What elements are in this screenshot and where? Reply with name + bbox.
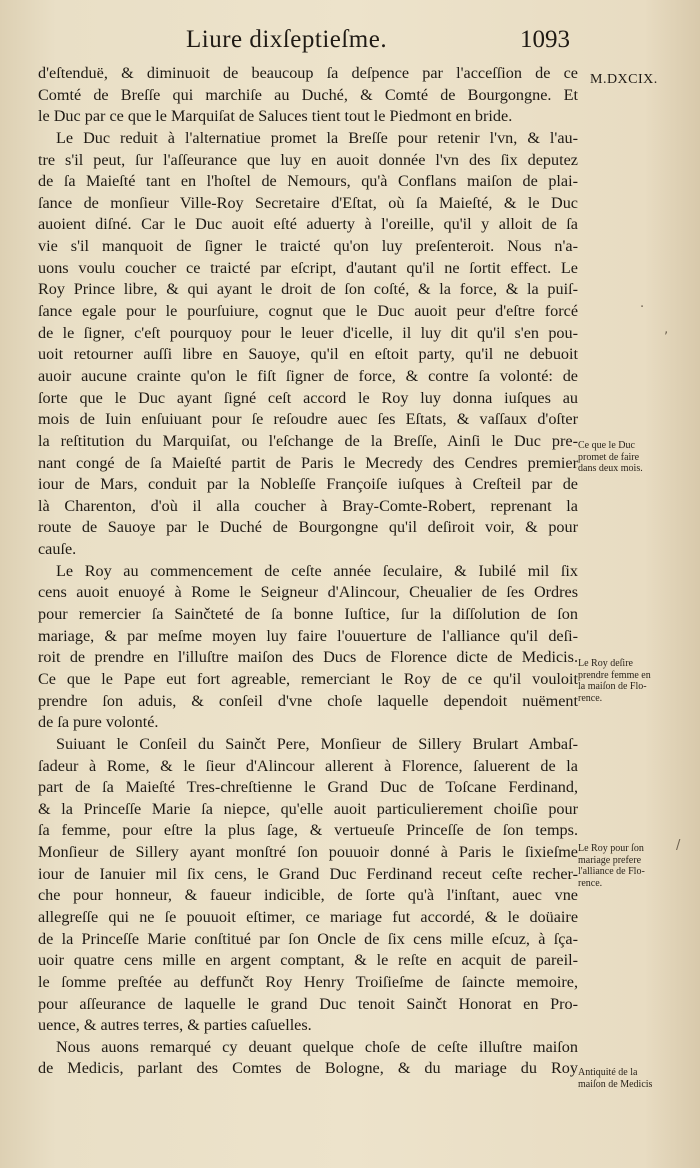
text-line: de la Princeſſe Marie conſtitué par ſon Oncle de ſix cens mille eſcuz, à ſça- bbox=[38, 929, 578, 948]
page-blemish: · bbox=[640, 300, 645, 315]
margin-note-line: maiſon de Medicis bbox=[578, 1078, 653, 1090]
running-title: Liure dixſeptieſme. bbox=[186, 26, 388, 53]
text-line: ſance egale pour le pourſuiure, cognut que le Duc auoit peur d'eſtre forcé bbox=[38, 302, 578, 321]
text-line: Monſieur de Sillery ayant monſtré ſon pouuoir donné à Paris le ſixieſme bbox=[38, 843, 578, 862]
text-line: de ſa Maieſté tant en l'hoſtel de Nemours, qu'à Conflans maiſon de plai- bbox=[38, 172, 578, 191]
year-marginal-note: M.DXCIX. bbox=[590, 72, 658, 87]
margin-note bbox=[578, 1067, 678, 1090]
text-line: d'eſtenduë, & diminuoit de beaucoup ſa deſpence par l'acceſſion de ce bbox=[38, 64, 578, 82]
text-line: iour de Mars, conduit par la Nobleſſe Françoiſe iuſques à Creſteil par de bbox=[38, 475, 578, 494]
margin-note bbox=[578, 440, 678, 475]
text-line: tre s'il peut, ſur l'aſſeurance que luy en auoit donnée l'vn des ſix deputez bbox=[38, 150, 578, 169]
text-line: pour remercier ſa Sainčteté de ſa bonne Iuſtice, ſur la diſſolution de ſon bbox=[38, 605, 578, 624]
page-number: 1093 bbox=[520, 26, 570, 53]
text-line: mariage, & par meſme moyen luy faire l'ouuerture de l'alliance qu'il deſi- bbox=[38, 626, 578, 645]
margin-note-line: mariage prefere bbox=[578, 854, 642, 866]
text-line: uons voulu coucher ce traicté par eſcript, d'autant qu'il ne ſortit effect. Le bbox=[38, 258, 578, 277]
text-line: & la Princeſſe Marie ſa niepce, qu'elle auoit particulierement choiſie pour bbox=[38, 799, 578, 818]
text-line: cauſe. bbox=[38, 540, 77, 559]
text-line: Suiuant le Conſeil du Sainčt Pere, Monſieur de Sillery Brulart Ambaſ- bbox=[56, 734, 578, 753]
text-line: Le Duc reduit à l'alternatiue promet la Breſſe pour retenir l'vn, & l'au- bbox=[56, 128, 578, 147]
text-line: prendre ſon aduis, & conſeil d'vne choſe laquelle dependoit nuëment bbox=[38, 691, 578, 710]
text-line: la reſtitution du Marquiſat, ou l'eſchange de la Breſſe, Ainſi le Duc pre- bbox=[38, 431, 578, 450]
text-line: ſa femme, pour eſtre la plus ſage, & vertueuſe Princeſſe de ſon temps. bbox=[38, 821, 578, 840]
page-blemish: / bbox=[676, 838, 681, 853]
margin-note-line: promet de faire bbox=[578, 451, 640, 463]
text-line: cens auoit enuoyé à Rome le Seigneur d'Alincour, Cheualier de ſes Ordres bbox=[38, 583, 578, 602]
text-line: Comté de Breſſe qui marchiſe au Duché, & Comté de Bourgongne. Et bbox=[38, 85, 578, 104]
text-line: Le Roy au commencement de ceſte année ſeculaire, & Iubilé mil ſix bbox=[56, 561, 578, 580]
text-line: Ce que le Pape eut fort agreable, remerciant le Roy de ce qu'il vouloit bbox=[38, 669, 578, 688]
text-line: uoit retourner auſſi libre en Sauoye, qu'il en eſtoit party, qu'il ne debuoit bbox=[38, 345, 578, 364]
text-line: là Charenton, d'où il alla coucher à Bray-Comte-Robert, reprenant la bbox=[38, 496, 578, 515]
text-line: de Medicis, parlant des Comtes de Bologne, & du mariage du Roy bbox=[38, 1059, 578, 1078]
margin-note-line: Le Roy deſire bbox=[578, 658, 633, 669]
text-line: ſadeur à Rome, & le ſieur d'Alincour allerent à Florence, ſaluerent de la bbox=[38, 756, 578, 775]
margin-note-line: rence. bbox=[578, 877, 603, 889]
main-text bbox=[38, 63, 578, 1080]
text-line: le ſomme preſtée au deffunčt Roy Henry Troiſieſme de ſaincte memoire, bbox=[38, 972, 578, 991]
text-line: auoir aucune crainte qu'on le fiſt ſigner de force, & contre ſa volonté: de bbox=[38, 366, 578, 385]
text-line: de le ſigner, c'eſt pourquoy pour le leuer d'icelle, il luy dit qu'il s'en pou- bbox=[38, 323, 578, 342]
text-line: uence, & autres terres, & parties caſuelles. bbox=[38, 1016, 312, 1035]
text-line: mois de Iuin enſuiuant pour ſe reſoudre auec ſes Eſtats, & vaſſaux d'oſter bbox=[38, 410, 578, 429]
text-line: che pour honneur, & faueur indicible, de ſorte qu'à l'inſtant, auec vne bbox=[38, 886, 578, 905]
margin-note bbox=[578, 658, 678, 704]
margin-note-line: Antiquité de la bbox=[578, 1067, 638, 1078]
text-line: de ſa pure volonté. bbox=[38, 713, 159, 732]
margin-note-line: l'alliance de Flo- bbox=[578, 866, 645, 877]
page-blemish: ʼ bbox=[664, 330, 669, 345]
text-line: Roy Prince libre, & qui ayant le droit de ſon coſté, & la force, & la puiſ- bbox=[38, 280, 578, 299]
margin-note-line: rence. bbox=[578, 692, 603, 704]
text-line: le Duc par ce que le Marquiſat de Saluces tient tout le Piedmont en bride. bbox=[38, 107, 513, 126]
text-line: iour de Ianuier mil ſix cens, le Grand Duc Ferdinand receut ceſte recher- bbox=[38, 864, 578, 883]
text-line: allegreſſe qui ne ſe pouuoit eſtimer, ce mariage fut accordé, & le doüaire bbox=[38, 907, 578, 926]
text-line: route de Sauoye par le Duché de Bourgongne qu'il deſiroit voir, & pour bbox=[38, 518, 578, 537]
text-line: vie s'il manquoit de ſigner le traicté qu'on luy preſenteroit. Nous n'a- bbox=[38, 237, 578, 256]
text-line: nant congé de ſa Maieſté partit de Paris le Mecredy des Cendres premier bbox=[38, 453, 578, 472]
margin-note-line: prendre femme en bbox=[578, 669, 651, 681]
text-line: pour aſſeurance de laquelle le grand Duc tenoit Sainčt Honorat en Pro- bbox=[38, 994, 578, 1013]
margin-note-line: Ce que le Duc bbox=[578, 440, 635, 451]
margin-note-line: Le Roy pour ſon bbox=[578, 843, 644, 854]
text-line: auoient diſné. Car le Duc auoit eſté aduerty à l'oreille, qu'il y alloit de ſa bbox=[38, 215, 578, 234]
margin-note-line: la maiſon de Flo- bbox=[578, 681, 647, 692]
margin-note-line: dans deux mois. bbox=[578, 463, 643, 474]
text-line: Nous auons remarqué cy deuant quelque choſe de ceſte illuſtre maiſon bbox=[56, 1037, 578, 1056]
page-header bbox=[0, 26, 700, 66]
text-line: ſance de monſieur Ville-Roy Secretaire d'Eſtat, où ſa Maieſté, & le Duc bbox=[38, 193, 578, 212]
margin-note bbox=[578, 843, 678, 889]
text-line: uoir quatre cens mille en argent comptant, & le reſte en acquit de pareil- bbox=[38, 951, 578, 970]
text-line: part de ſa Maieſté Tres-chreſtienne le Grand Duc de Toſcane Ferdinand, bbox=[38, 778, 578, 797]
text-line: ſorte que le Duc ayant ſigné ceſt accord le Roy luy donna iuſques au bbox=[38, 388, 578, 407]
text-line: roit de prendre en l'illuſtre maiſon des Ducs de Florence dicte de Medicis. bbox=[38, 648, 578, 667]
